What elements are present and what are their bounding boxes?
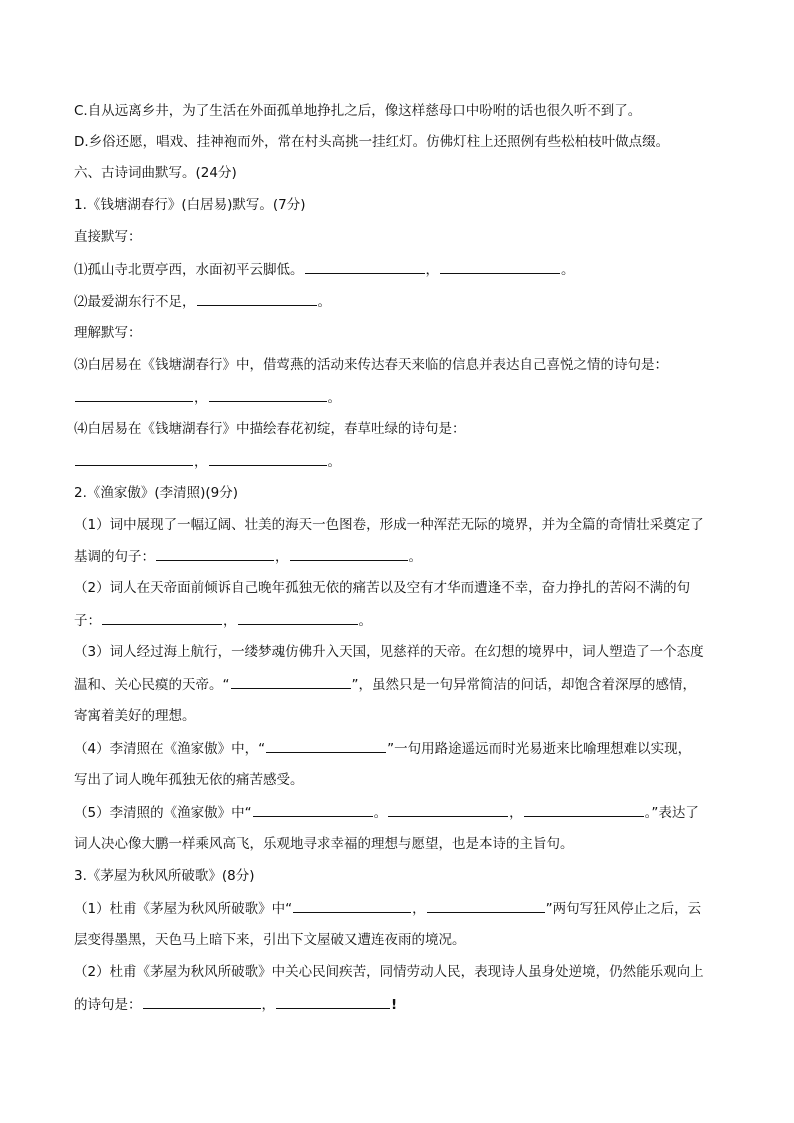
answer-blank[interactable] (156, 546, 274, 561)
q1-3-answer (74, 387, 724, 408)
q2-3-prompt: （3）词人经过海上航行，一缕梦魂仿佛升入天国，见慈祥的天帝。在幻想的境界中，词人塑造了一个态度 (74, 644, 704, 660)
q3-1-prompt-cont: 层变得墨黑，天色马上暗下来，引出下文屋破又遭连夜雨的境况。 (74, 932, 466, 948)
q3-2-prompt-cont: 的诗句是： (74, 997, 142, 1013)
q2-4-cont (74, 770, 724, 790)
answer-blank[interactable] (197, 291, 317, 306)
q1-1-prompt: ⑴孤山寺北贾亭西，水面初平云脚低。 (74, 262, 304, 278)
answer-blank[interactable] (75, 387, 193, 402)
q1-2 (74, 291, 724, 312)
answer-blank[interactable] (75, 451, 193, 466)
q2-3-prompt-post: ”，虽然只是一句异常简洁的问话，却饱含着深厚的感情， (351, 677, 696, 693)
answer-blank[interactable] (209, 387, 327, 402)
q2-5 (74, 802, 724, 823)
q1-2-prompt: ⑵最爱湖东行不足， (74, 294, 196, 310)
answer-blank[interactable] (290, 546, 408, 561)
q2-2-prompt: （2）词人在天帝面前倾诉自己晚年孤独无依的痛苦以及空有才华而遭逢不幸，奋力挣扎的苦闷不满的句 (74, 580, 691, 596)
period: 。 (373, 805, 388, 821)
comma: ， (425, 262, 439, 278)
direct-label (74, 227, 724, 247)
q3-2-cont (74, 994, 724, 1015)
answer-blank[interactable] (524, 802, 644, 817)
option-c (74, 101, 724, 121)
direct-label-text: 直接默写： (74, 229, 142, 245)
q2-4-prompt-pre: （4）李清照在《渔家傲》中，“ (74, 741, 266, 757)
q2-3-cont (74, 674, 724, 695)
q3-title (74, 866, 724, 886)
q2-2-cont (74, 610, 724, 631)
comma: ， (509, 805, 523, 821)
period: 。 (327, 390, 341, 406)
comma: ， (275, 549, 289, 565)
q1-3 (74, 355, 724, 375)
q2-title-text: 2.《渔家傲》(李清照)(9分) (74, 485, 239, 501)
q1-4-answer (74, 451, 724, 472)
comma: ， (261, 997, 275, 1013)
understand-label (74, 323, 724, 343)
q2-title (74, 483, 724, 503)
q1-title (74, 195, 724, 215)
q3-1-prompt-pre: （1）杜甫《茅屋为秋风所破歌》中“ (74, 901, 293, 917)
q3-2-prompt: （2）杜甫《茅屋为秋风所破歌》中关心民间疾苦，同情劳动人民，表现诗人虽身处逆境，仍然能乐观向上 (74, 964, 704, 980)
section-6-heading (74, 163, 724, 183)
option-c-text: C.自从远离乡井，为了生活在外面孤单地挣扎之后，像这样慈母口中吩咐的话也很久听不到了。 (74, 103, 642, 119)
q2-3-end (74, 706, 724, 726)
answer-blank[interactable] (143, 994, 261, 1009)
answer-blank[interactable] (293, 898, 411, 913)
option-d-text: D.乡俗还愿，唱戏、挂神袍而外，常在村头高挑一挂红灯。仿佛灯柱上还照例有些松柏枝叶做点缀。 (74, 134, 670, 150)
period: 。 (327, 454, 341, 470)
period: 。 (317, 294, 331, 310)
option-d (74, 132, 724, 152)
q1-4-prompt: ⑷白居易在《钱塘湖春行》中描绘春花初绽，春草吐绿的诗句是： (74, 421, 466, 437)
answer-blank[interactable] (305, 259, 425, 274)
answer-blank[interactable] (231, 674, 351, 689)
period: 。 (358, 613, 372, 629)
q2-3-prompt-pre: 温和、关心民瘼的天帝。“ (74, 677, 230, 693)
answer-blank[interactable] (253, 802, 373, 817)
q2-5-prompt-post: 。”表达了 (644, 805, 699, 821)
q1-1 (74, 259, 724, 280)
q1-3-prompt: ⑶白居易在《钱塘湖春行》中，借莺燕的活动来传达春天来临的信息并表达自己喜悦之情的诗句是： (74, 357, 668, 373)
comma: ， (194, 390, 208, 406)
answer-blank[interactable] (238, 610, 358, 625)
q3-1 (74, 898, 724, 919)
q2-4 (74, 738, 724, 759)
q1-title-text: 1.《钱塘湖春行》(白居易)默写。(7分) (74, 197, 306, 213)
q2-5-prompt-cont: 词人决心像大鹏一样乘风高飞，乐观地寻求幸福的理想与愿望，也是本诗的主旨句。 (74, 836, 574, 852)
answer-blank[interactable] (440, 259, 560, 274)
q2-3 (74, 642, 724, 662)
section-6-text: 六、古诗词曲默写。(24分) (74, 165, 237, 181)
exclamation: ! (391, 997, 398, 1013)
q2-1-cont (74, 546, 724, 567)
q2-4-prompt-post: ”一句用路途遥远而时光易逝来比喻理想难以实现， (387, 741, 692, 757)
q3-1-prompt-post: ”两句写狂风停止之后，云 (545, 901, 702, 917)
answer-blank[interactable] (276, 994, 390, 1009)
q2-5-prompt-pre: （5）李清照的《渔家傲》中“ (74, 805, 252, 821)
q2-2 (74, 578, 724, 598)
q2-5-cont (74, 834, 724, 854)
period: 。 (408, 549, 422, 565)
q2-3-prompt-end: 寄寓着美好的理想。 (74, 708, 196, 724)
comma: ， (412, 901, 426, 917)
comma: ， (194, 454, 208, 470)
period: 。 (561, 262, 575, 278)
q2-1 (74, 515, 724, 535)
q1-4 (74, 419, 724, 439)
q2-4-prompt-cont: 写出了词人晚年孤独无依的痛苦感受。 (74, 772, 304, 788)
q2-1-prompt: （1）词中展现了一幅辽阔、壮美的海天一色图卷，形成一种浑茫无际的境界，并为全篇的奇情壮采奠定了 (74, 517, 704, 533)
answer-blank[interactable] (266, 738, 386, 753)
q3-2 (74, 962, 724, 982)
understand-label-text: 理解默写： (74, 325, 142, 341)
answer-blank[interactable] (388, 802, 508, 817)
comma: ， (223, 613, 237, 629)
answer-blank[interactable] (209, 451, 327, 466)
answer-blank[interactable] (427, 898, 545, 913)
q3-1-cont (74, 930, 724, 950)
answer-blank[interactable] (102, 610, 222, 625)
q3-title-text: 3.《茅屋为秋风所破歌》(8分) (74, 868, 255, 884)
q2-2-prompt-cont: 子： (74, 613, 101, 629)
q2-1-prompt-cont: 基调的句子： (74, 549, 155, 565)
